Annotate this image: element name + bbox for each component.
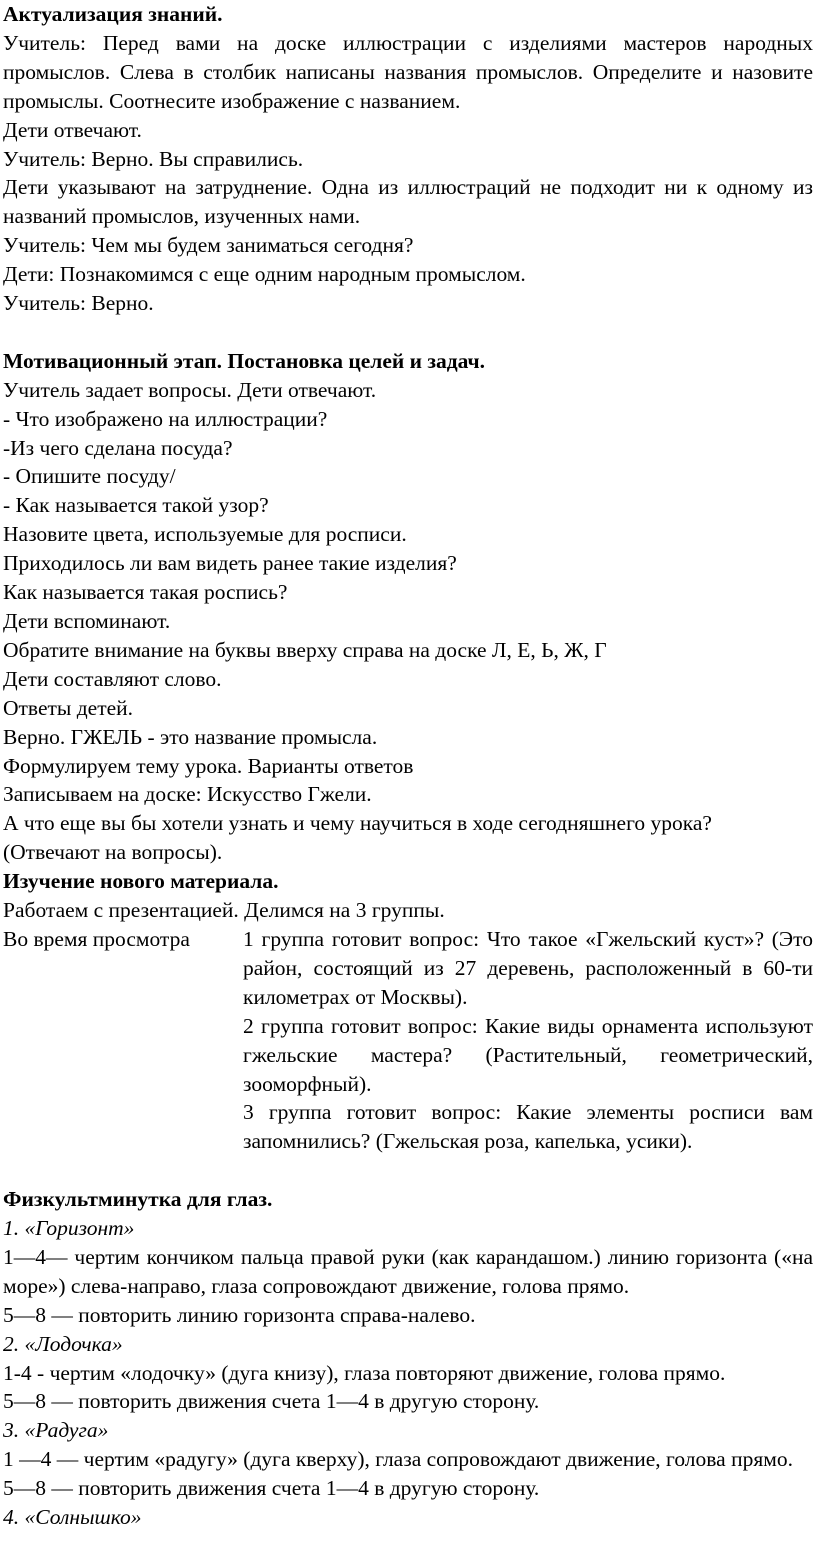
section-heading-motivation: Мотивационный этап. Постановка целей и задач.	[3, 348, 486, 373]
groups-table	[3, 925, 813, 1156]
paragraph: Учитель: Чем мы будем заниматься сегодня?	[3, 233, 414, 258]
paragraph: Учитель: Перед вами на доске иллюстрации с изделиями мастеров народных промыслов. Слева в столбик написаны названия промыслов. Определите и назовите промыслы. Соотнесите изображение с названием.	[3, 30, 813, 113]
exercise-title: 2. «Лодочка»	[3, 1331, 123, 1356]
paragraph: Учитель: Верно.	[3, 291, 154, 316]
text-line: Работаем с презентацией. Делимся на 3 группы.	[3, 898, 445, 923]
group-item: 1 группа готовит вопрос: Что такое «Гжельский куст»? (Это район, состоящий из 27 деревень, расположенный в 60-ти километрах от Москвы).	[243, 926, 813, 1009]
text-line: Учитель задает вопросы. Дети отвечают.	[3, 377, 377, 402]
text-line: Приходилось ли вам видеть ранее такие изделия?	[3, 551, 457, 576]
paragraph: Учитель: Верно. Вы справились.	[3, 146, 304, 171]
text-line: Записываем на доске: Искусство Гжели.	[3, 782, 372, 807]
text-line: Назовите цвета, используемые для росписи.	[3, 522, 407, 547]
exercise-step: 5—8 — повторить движения счета 1—4 в другую сторону.	[3, 1476, 540, 1501]
text-line: - Как называется такой узор?	[3, 493, 269, 518]
text-line: А что еще вы бы хотели узнать и чему научиться в ходе сегодняшнего урока? (Отвечают на вопросы).	[3, 811, 712, 865]
text-line: - Опишите посуду/	[3, 464, 176, 489]
exercise-title: 3. «Радуга»	[3, 1418, 109, 1443]
paragraph: Дети: Познакомимся с еще одним народным промыслом.	[3, 262, 526, 287]
blank-line	[3, 318, 813, 347]
text-line: Формулируем тему урока. Варианты ответов	[3, 753, 414, 778]
text-line: - Что изображено на иллюстрации?	[3, 406, 328, 431]
exercise-step: 1-4 - чертим «лодочку» (дуга книзу), глаза повторяют движение, голова прямо.	[3, 1360, 726, 1385]
exercise-title: 4. «Солнышко»	[3, 1505, 142, 1530]
paragraph: Дети отвечают.	[3, 117, 142, 142]
exercise-title: 1. «Горизонт»	[3, 1216, 135, 1241]
text-line: Как называется такая роспись?	[3, 580, 288, 605]
exercise-step: 1—4— чертим кончиком пальца правой руки (как карандашом.) линию горизонта («на море») слева-направо, глаза сопровождают движение, голова прямо.	[3, 1244, 813, 1298]
section-heading-new-material: Изучение нового материала.	[3, 869, 279, 894]
group-item: 2 группа готовит вопрос: Какие виды орнамента используют гжельские мастера? (Растительный, геометрический, зооморфный).	[243, 1013, 813, 1096]
text-line: Обратите внимание на буквы вверху справа на доске Л, Е, Ь, Ж, Г	[3, 637, 607, 662]
exercise-step: 1 —4 — чертим «радугу» (дуга кверху), глаза сопровождают движение, голова прямо.	[3, 1447, 793, 1472]
blank-line	[3, 1156, 813, 1185]
paragraph: Дети указывают на затруднение. Одна из иллюстраций не подходит ни к одному из названий промыслов, изученных нами.	[3, 175, 813, 229]
groups-left-label: Во время просмотра	[3, 926, 190, 951]
section-heading-actualization: Актуализация знаний.	[3, 2, 223, 26]
section-heading-eye-exercise: Физкультминутка для глаз.	[3, 1187, 273, 1212]
group-item: 3 группа готовит вопрос: Какие элементы росписи вам запомнились? (Гжельская роза, капелька, усики).	[243, 1100, 813, 1154]
text-line: Дети вспоминают.	[3, 609, 171, 634]
text-line: Верно. ГЖЕЛЬ - это название промысла.	[3, 724, 378, 749]
exercise-step: 5—8 — повторить движения счета 1—4 в другую сторону.	[3, 1389, 540, 1414]
text-line: Дети составляют слово.	[3, 666, 222, 691]
text-line: -Из чего сделана посуда?	[3, 435, 233, 460]
text-line: Ответы детей.	[3, 695, 134, 720]
groups-list	[243, 925, 813, 1156]
exercise-step: 5—8 — повторить линию горизонта справа-налево.	[3, 1302, 476, 1327]
document-page	[3, 0, 813, 1532]
